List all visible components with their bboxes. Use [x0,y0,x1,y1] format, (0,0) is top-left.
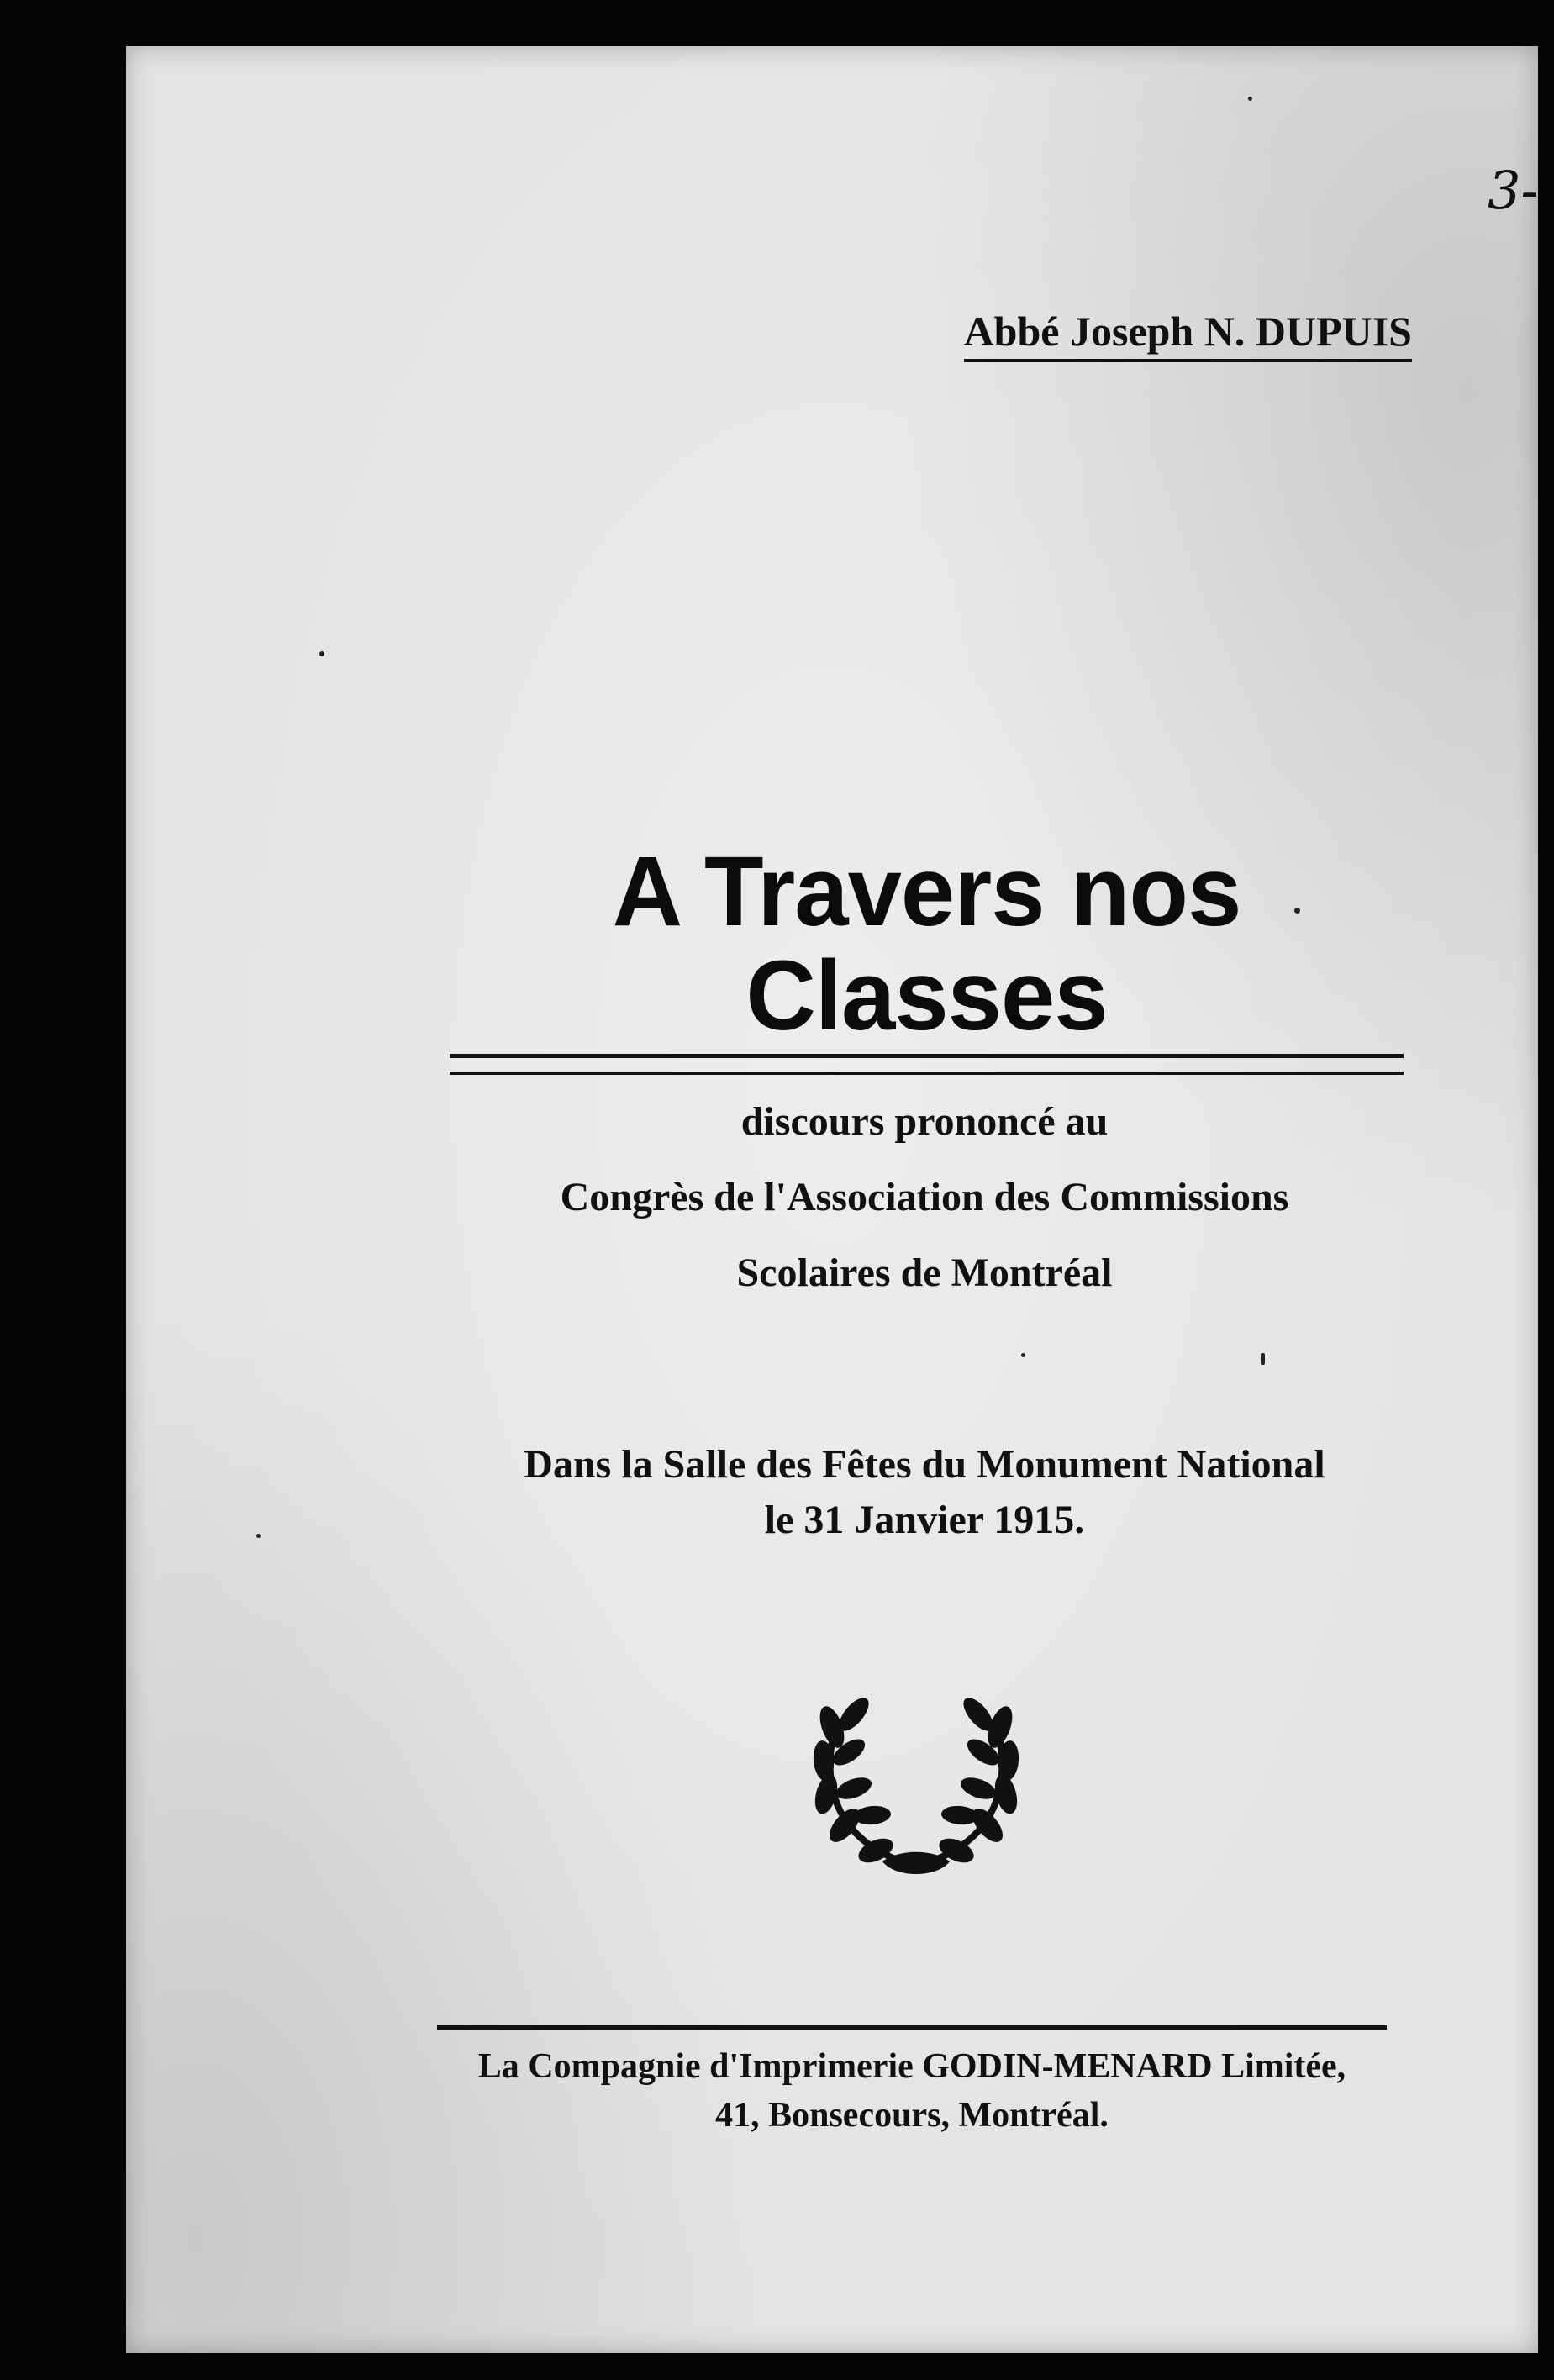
venue-block [378,1437,1471,1548]
paper-speck [1261,1353,1265,1365]
author-name: Abbé Joseph N. DUPUIS [964,307,1412,362]
subtitle-line: Congrès de l'Association des Commissions [560,1175,1289,1219]
subtitle-block [378,1084,1471,1311]
handwritten-page-number: 3- [1488,160,1539,221]
paper-speck [256,1534,261,1538]
document-title: A Travers nos Classes [612,836,1241,1051]
paper-speck [1021,1353,1025,1357]
publisher-rule [437,2025,1387,2030]
publisher-block [395,2042,1429,2140]
subtitle-line: discours prononcé au [740,1099,1109,1144]
author-block [908,307,1412,362]
publisher-address: 41, Bonsecours, Montréal. [715,2096,1109,2135]
publisher-name: La Compagnie d'Imprimerie GODIN-MENARD Limitée, [477,2047,1346,2086]
paper-speck [319,651,324,656]
document-page [126,46,1538,2353]
venue-date-line: le 31 Janvier 1915. [764,1498,1085,1542]
laurel-wreath-icon [798,1681,1034,1882]
paper-speck [1248,97,1252,101]
paper-speck [1294,908,1300,914]
title-double-rule [450,1054,1404,1075]
venue-line: Dans la Salle des Fêtes du Monument National [524,1442,1325,1487]
subtitle-line: Scolaires de Montréal [736,1251,1113,1295]
title-block [450,836,1404,1075]
